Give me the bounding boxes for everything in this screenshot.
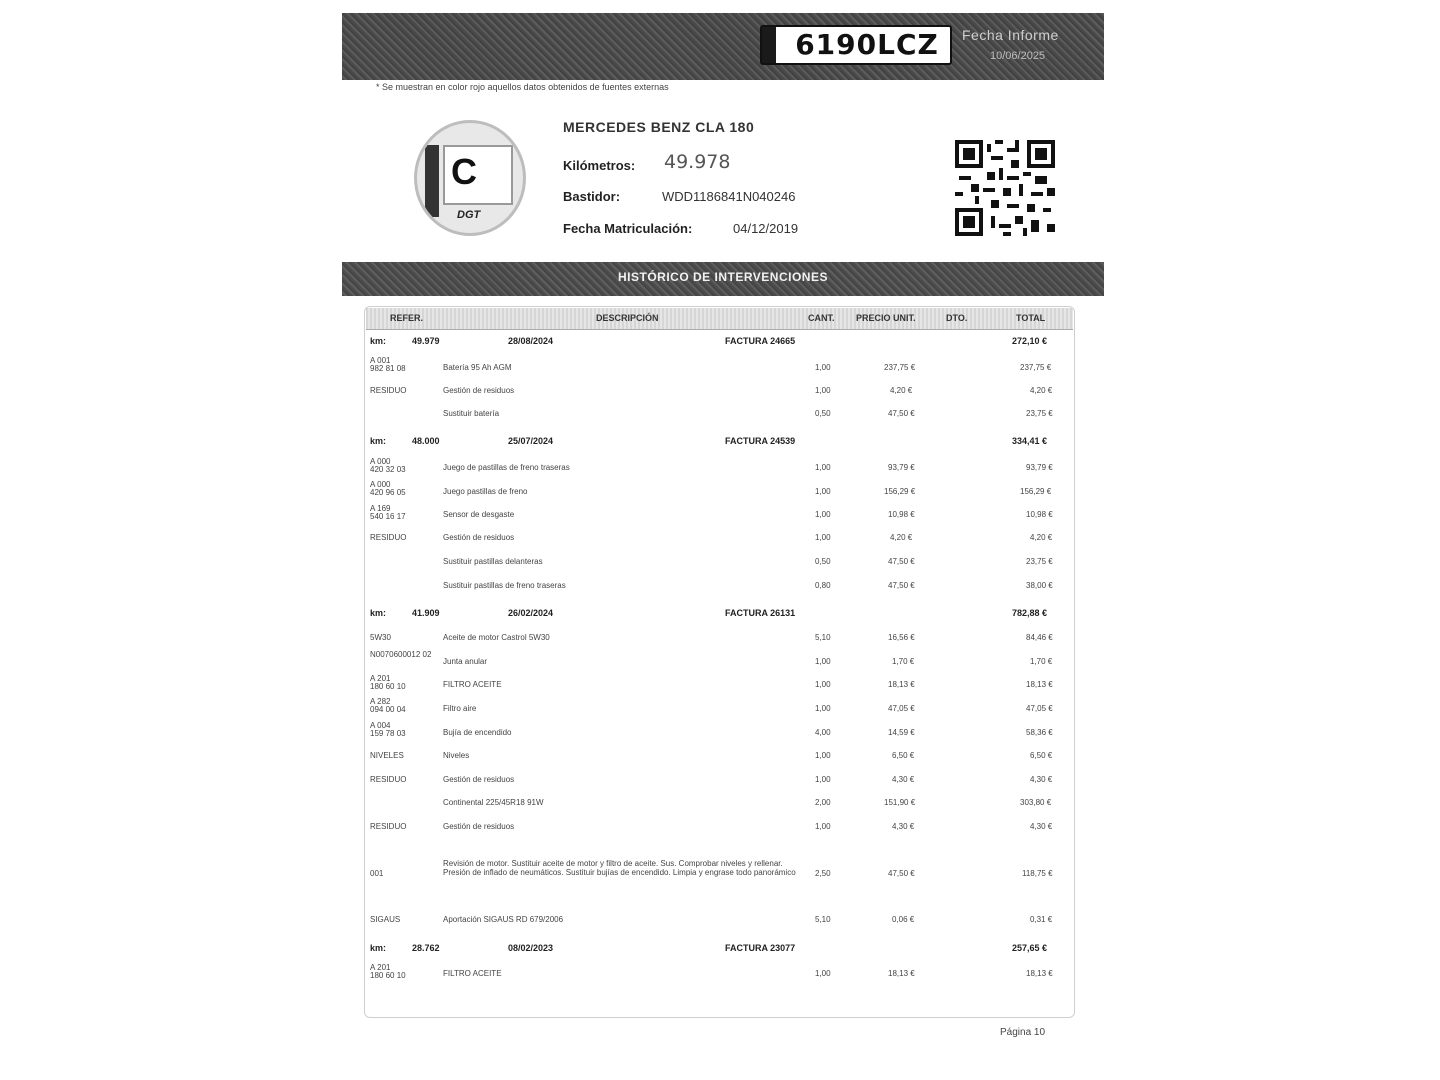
row-desc: Sustituir pastillas delanteras (443, 557, 543, 566)
row-total: 6,50 € (1030, 751, 1053, 760)
header-band (342, 13, 1104, 80)
row-total: 4,30 € (1030, 822, 1053, 831)
qr-code (955, 140, 1055, 236)
group-date: 25/07/2024 (508, 436, 554, 446)
group-date: 08/02/2023 (508, 943, 554, 953)
row-cant: 0,50 (815, 557, 831, 566)
row-cant: 1,00 (815, 751, 831, 760)
group-km-label: km: (370, 608, 387, 618)
row-price: 4,20 € (890, 533, 913, 542)
row-price: 18,13 € (888, 969, 915, 978)
row-total: 23,75 € (1026, 557, 1053, 566)
row-desc: Gestión de residuos (443, 533, 515, 542)
group-invoice: FACTURA 26131 (725, 608, 796, 618)
row-cant: 1,00 (815, 510, 831, 519)
row-total: 38,00 € (1026, 581, 1053, 590)
row-ref: A 001 982 81 08 (370, 356, 406, 373)
report-date-label: Fecha Informe (962, 27, 1059, 43)
row-cant: 1,00 (815, 386, 831, 395)
row-price: 47,50 € (888, 557, 915, 566)
row-cant: 1,00 (815, 704, 831, 713)
row-price: 237,75 € (884, 363, 916, 372)
row-desc: Revisión de motor. Sustituir aceite de motor y filtro de aceite. Sus. Comprobar niveles y rellenar. Presión de inflado de neumáticos. Sustituir bujías de encendido. Limpia y engrase todo panorámico (443, 859, 796, 877)
row-desc: Sustituir pastillas de freno traseras (443, 581, 566, 590)
km-value: 49.978 (664, 151, 731, 173)
row-price: 93,79 € (888, 463, 915, 472)
group-km: 49.979 (412, 336, 440, 346)
row-cant: 1,00 (815, 463, 831, 472)
group-invoice: FACTURA 24665 (725, 336, 796, 346)
row-cant: 5,10 (815, 633, 831, 642)
row-ref: 001 (370, 869, 384, 878)
group-date: 28/08/2024 (508, 336, 554, 346)
section-title: HISTÓRICO DE INTERVENCIONES (618, 270, 828, 284)
row-price: 0,06 € (892, 915, 915, 924)
row-price: 10,98 € (888, 510, 915, 519)
row-cant: 1,00 (815, 363, 831, 372)
registration-date-label: Fecha Matriculación: (563, 221, 693, 236)
row-cant: 2,00 (815, 798, 831, 807)
plate-eu-strip (762, 27, 776, 63)
row-ref: NIVELES (370, 751, 404, 760)
group-total: 257,65 € (1012, 943, 1048, 953)
group-invoice: FACTURA 24539 (725, 436, 796, 446)
row-price: 47,50 € (888, 581, 915, 590)
row-ref: N0070600012 02 (370, 650, 432, 659)
plate-number: 6190LCZ (795, 28, 939, 61)
row-total: 10,98 € (1026, 510, 1053, 519)
row-ref: A 169 540 16 17 (370, 504, 406, 521)
badge-letter: C (451, 151, 477, 192)
environmental-badge (414, 120, 526, 236)
row-total: 1,70 € (1030, 657, 1053, 666)
row-total: 58,36 € (1026, 728, 1053, 737)
license-plate (760, 25, 952, 65)
group-invoice: FACTURA 23077 (725, 943, 796, 953)
row-desc: Juego de pastillas de freno traseras (443, 463, 570, 472)
group-total: 782,88 € (1012, 608, 1048, 618)
header-total: TOTAL (1016, 313, 1046, 323)
badge-strip (425, 145, 439, 217)
row-ref: SIGAUS (370, 915, 401, 924)
group-date: 26/02/2024 (508, 608, 554, 618)
header-ref: REFER. (390, 313, 424, 323)
row-desc: Sensor de desgaste (443, 510, 515, 519)
row-desc: Niveles (443, 751, 470, 760)
row-cant: 1,00 (815, 775, 831, 784)
group-km-label: km: (370, 336, 387, 346)
row-desc: Junta anular (443, 657, 488, 666)
row-cant: 4,00 (815, 728, 831, 737)
row-ref: A 201 180 60 10 (370, 963, 406, 980)
row-desc: Aceite de motor Castrol 5W30 (443, 633, 550, 642)
header-precio: PRECIO UNIT. (856, 313, 916, 323)
row-ref: A 282 094 00 04 (370, 697, 406, 714)
row-cant: 0,50 (815, 409, 831, 418)
report-date-value: 10/06/2025 (990, 50, 1046, 62)
row-total: 4,20 € (1030, 386, 1053, 395)
vehicle-model: MERCEDES BENZ CLA 180 (563, 119, 755, 135)
row-desc: Gestión de residuos (443, 775, 515, 784)
bastidor-value: WDD1186841N040246 (662, 189, 796, 204)
row-cant: 2,50 (815, 869, 831, 878)
group-total: 334,41 € (1012, 436, 1048, 446)
row-desc: Gestión de residuos (443, 386, 515, 395)
row-ref: A 000 420 96 05 (370, 480, 406, 497)
row-price: 47,50 € (888, 869, 915, 878)
external-data-note: * Se muestran en color rojo aquellos datos obtenidos de fuentes externas (376, 82, 669, 92)
row-cant: 1,00 (815, 533, 831, 542)
row-desc: Continental 225/45R18 91W (443, 798, 544, 807)
row-price: 4,20 € (890, 386, 913, 395)
row-desc: Filtro aire (443, 704, 477, 713)
group-km-label: km: (370, 943, 387, 953)
group-km: 28.762 (412, 943, 440, 953)
row-desc: Sustituir batería (443, 409, 500, 418)
registration-date-value: 04/12/2019 (733, 221, 799, 236)
badge-dgt-logo: DGT (457, 209, 481, 221)
row-desc: Aportación SIGAUS RD 679/2006 (443, 915, 564, 924)
row-ref: A 004 159 78 03 (370, 721, 406, 738)
row-total: 0,31 € (1030, 915, 1053, 924)
row-total: 23,75 € (1026, 409, 1053, 418)
row-ref: RESIDUO (370, 822, 407, 831)
row-total: 4,30 € (1030, 775, 1053, 784)
row-price: 4,30 € (892, 775, 915, 784)
row-desc: Juego pastillas de freno (443, 487, 528, 496)
row-total: 93,79 € (1026, 463, 1053, 472)
group-km-label: km: (370, 436, 387, 446)
row-total: 47,05 € (1026, 704, 1053, 713)
row-total: 18,13 € (1026, 680, 1053, 689)
row-price: 47,05 € (888, 704, 915, 713)
row-total: 84,46 € (1026, 633, 1053, 642)
row-cant: 1,00 (815, 969, 831, 978)
bastidor-label: Bastidor: (563, 189, 621, 204)
row-ref: RESIDUO (370, 533, 407, 542)
row-price: 16,56 € (888, 633, 915, 642)
row-price: 156,29 € (884, 487, 916, 496)
header-cant: CANT. (808, 313, 835, 323)
page-number: Página 10 (1000, 1027, 1046, 1038)
row-price: 14,59 € (888, 728, 915, 737)
row-total: 303,80 € (1020, 798, 1052, 807)
row-total: 118,75 € (1022, 869, 1053, 878)
row-desc: Gestión de residuos (443, 822, 515, 831)
header-dto: DTO. (946, 313, 968, 323)
row-total: 237,75 € (1020, 363, 1052, 372)
row-ref: A 201 180 60 10 (370, 674, 406, 691)
header-desc: DESCRIPCIÓN (596, 313, 659, 323)
row-desc: Batería 95 Ah AGM (443, 363, 512, 372)
km-label: Kilómetros: (563, 158, 636, 173)
row-price: 4,30 € (892, 822, 915, 831)
row-cant: 1,00 (815, 822, 831, 831)
row-ref: RESIDUO (370, 775, 407, 784)
row-desc: Bujía de encendido (443, 728, 512, 737)
row-total: 156,29 € (1020, 487, 1052, 496)
group-total: 272,10 € (1012, 336, 1048, 346)
row-total: 18,13 € (1026, 969, 1053, 978)
row-desc: FILTRO ACEITE (443, 969, 502, 978)
row-price: 18,13 € (888, 680, 915, 689)
row-ref: A 000 420 32 03 (370, 457, 406, 474)
row-ref: 5W30 (370, 633, 391, 642)
group-km: 48.000 (412, 436, 440, 446)
row-price: 151,90 € (884, 798, 916, 807)
row-cant: 1,00 (815, 657, 831, 666)
row-price: 6,50 € (892, 751, 915, 760)
row-total: 4,20 € (1030, 533, 1053, 542)
row-cant: 1,00 (815, 487, 831, 496)
row-ref: RESIDUO (370, 386, 407, 395)
row-cant: 5,10 (815, 915, 831, 924)
row-price: 1,70 € (892, 657, 915, 666)
row-price: 47,50 € (888, 409, 915, 418)
row-cant: 1,00 (815, 680, 831, 689)
row-cant: 0,80 (815, 581, 831, 590)
row-desc: FILTRO ACEITE (443, 680, 502, 689)
group-km: 41.909 (412, 608, 440, 618)
